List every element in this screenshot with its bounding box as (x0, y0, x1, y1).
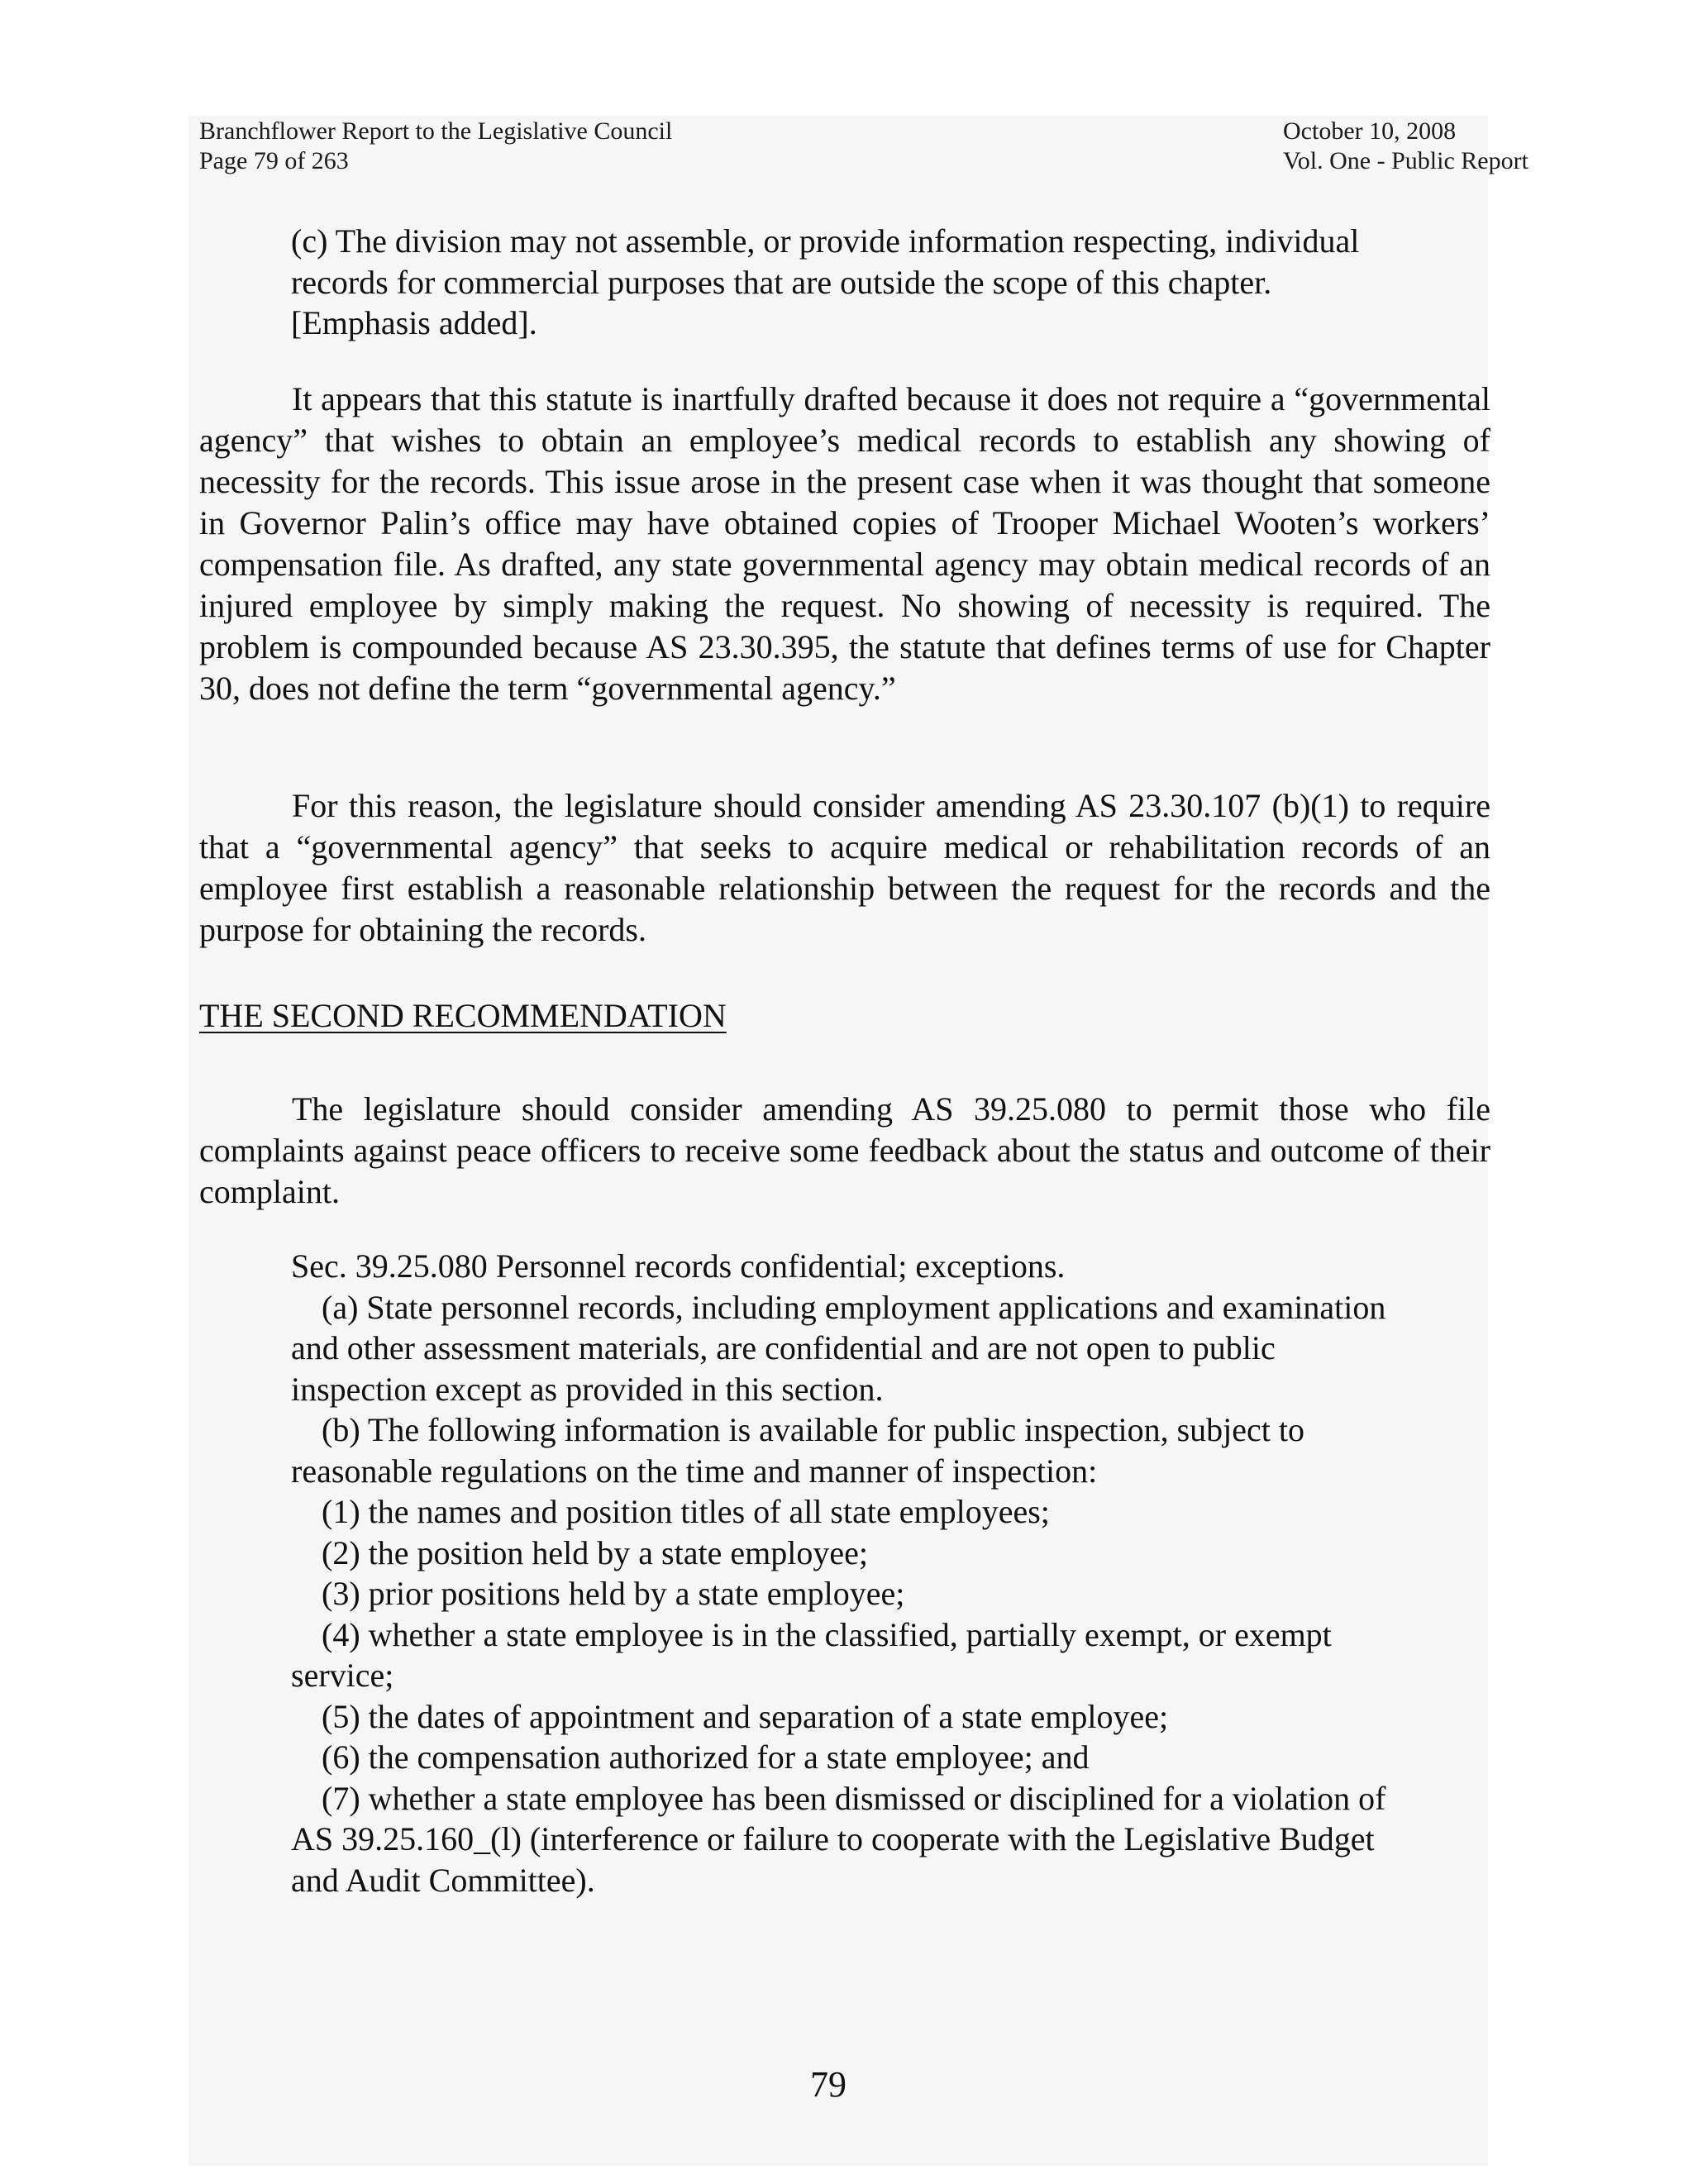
statute-item: (4) whether a state employee is in the classified, partially exempt, or exempt service; (291, 1615, 1332, 1694)
body-paragraph-3: The legislature should consider amending AS 39.25.080 to permit those who file complaints against peace officers to receive some feedback about the status and outcome of their complaint. (199, 1090, 1490, 1210)
page-number: 79 (810, 2064, 846, 2105)
statute-subsection-a: (a) State personnel records, including employment applications and examination and other assessment materials, are confidential and are not open to public inspection except as provided in this section. (291, 1288, 1386, 1408)
statute-item: (7) whether a state employee has been dismissed or disciplined for a violation of AS 39.25.160_(l) (interference or failure to cooperate with the Legislative Budget and Audit Committee). (291, 1779, 1386, 1899)
statute-item: (3) prior positions held by a state employee; (322, 1575, 905, 1612)
statute-item: (5) the dates of appointment and separation of a state employee; (322, 1697, 1169, 1735)
statute-subsection-b: (b) The following information is available for public inspection, subject to reasonable regulations on the time and manner of inspection: (291, 1411, 1304, 1490)
page-count: Page 79 of 263 (199, 147, 349, 174)
statute-item: (2) the position held by a state employee; (322, 1533, 868, 1571)
volume-label: Vol. One - Public Report (1283, 147, 1528, 174)
section-heading: THE SECOND RECOMMENDATION (199, 997, 727, 1034)
body-paragraph-1: It appears that this statute is inartfully drafted because it does not require a “governmental agency” that wishes to obtain an employee’s medical records to establish any showing of necessity for the records. This issue arose in the present case when it was thought that someone in Governor Palin’s office may have obtained copies of Trooper Michael Wooten’s workers’ compensation file. As drafted, any state governmental agency may obtain medical records of an injured employee by simply making the request. No showing of necessity is required. The problem is compounded because AS 23.30.395, the statute that defines terms of use for Chapter 30, does not define the term “governmental agency.” (199, 380, 1490, 707)
body-paragraph-2: For this reason, the legislature should consider amending AS 23.30.107 (b)(1) to require that a “governmental agency” that seeks to acquire medical or rehabilitation records of an employee first establish a reasonable relationship between the request for the records and the purpose for obtaining the records. (199, 787, 1490, 948)
statute-title: Sec. 39.25.080 Personnel records confidential; exceptions. (291, 1247, 1066, 1285)
header-left (199, 117, 672, 176)
statute-quote-c: (c) The division may not assemble, or provide information respecting, individual records for commercial purposes that are outside the scope of this chapter. [Emphasis added]. (291, 222, 1360, 341)
statute-block (291, 1246, 1415, 1900)
statute-item: (1) the names and position titles of all state employees; (322, 1493, 1050, 1530)
report-date: October 10, 2008 (1283, 117, 1457, 145)
header-right (1283, 117, 1528, 176)
report-title: Branchflower Report to the Legislative Council (199, 117, 673, 145)
statute-item: (6) the compensation authorized for a state employee; and (322, 1738, 1090, 1776)
